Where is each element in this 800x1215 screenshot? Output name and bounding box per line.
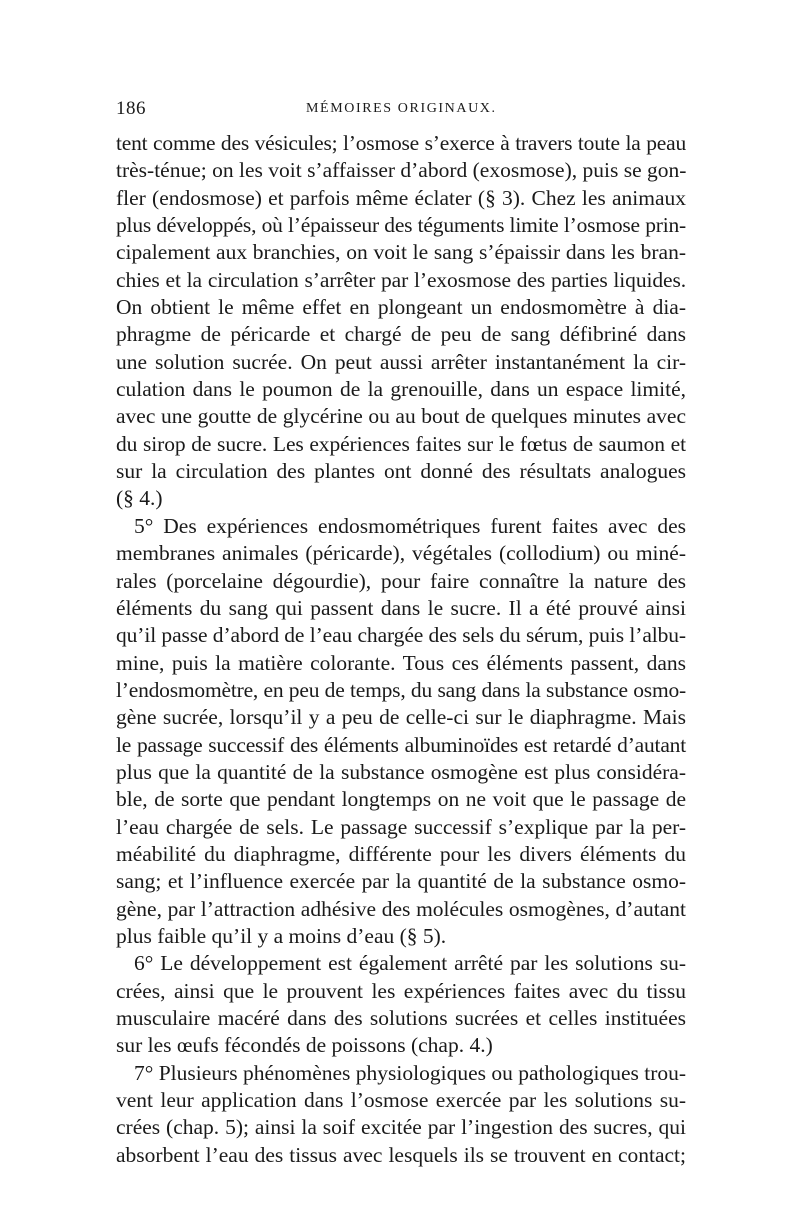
text-line: crées, ainsi que le prouvent les expériences faites avec du tissu	[116, 978, 686, 1003]
page-header	[116, 98, 688, 124]
text-line: très-ténue; on les voit s’affaisser d’abord (exosmose), puis se gon-	[116, 158, 687, 183]
text-line: cipalement aux branchies, on voit le sang s’épaissir dans les bran-	[116, 240, 686, 265]
text-line: 5° Des expériences endosmométriques furent faites avec des	[134, 513, 686, 538]
text-line: 6° Le développement est également arrêté par les solutions su-	[134, 951, 686, 976]
text-line: sur les œufs fécondés de poissons (chap. 4.)	[116, 1033, 493, 1058]
text-line: plus faible qu’il y a moins d’eau (§ 5).	[116, 923, 447, 948]
text-line: vent leur application dans l’osmose exercée par les solutions su-	[116, 1088, 686, 1113]
text-line: qu’il passe d’abord de l’eau chargée des sels du sérum, puis l’albu-	[116, 623, 686, 648]
text-line: éléments du sang qui passent dans le sucre. Il a été prouvé ainsi	[116, 595, 686, 620]
text-line: fler (endosmose) et parfois même éclater (§ 3). Chez les animaux	[116, 185, 686, 210]
text-line: On obtient le même effet en plongeant un endosmomètre à dia-	[116, 295, 686, 320]
text-line: ble, de sorte que pendant longtemps on ne voit que le passage de	[116, 787, 686, 812]
text-line: (§ 4.)	[116, 486, 163, 511]
text-line: l’eau chargée de sels. Le passage successif s’explique par la per-	[116, 814, 686, 839]
text-line: musculaire macéré dans des solutions sucrées et celles instituées	[116, 1006, 686, 1030]
text-line: gène sucrée, lorsqu’il y a peu de celle-ci sur le diaphragme. Mais	[116, 705, 686, 730]
text-line: tent comme des vésicules; l’osmose s’exerce à travers toute la peau	[116, 131, 686, 155]
text-line: gène, par l’attraction adhésive des molécules osmogènes, d’autant	[116, 896, 686, 921]
text-line: sang; et l’influence exercée par la quantité de la substance osmo-	[116, 869, 686, 894]
text-line: sur la circulation des plantes ont donné des résultats analogues	[116, 459, 686, 484]
text-line: plus que la quantité de la substance osmogène est plus considéra-	[116, 759, 686, 784]
text-line: avec une goutte de glycérine ou au bout de quelques minutes avec	[116, 404, 686, 429]
text-line: membranes animales (péricarde), végétales (collodium) ou miné-	[116, 541, 686, 566]
body-text	[116, 130, 686, 1169]
text-line: phragme de péricarde et chargé de peu de sang défibriné dans	[116, 322, 686, 347]
text-line: plus développés, où l’épaisseur des téguments limite l’osmose prin-	[116, 213, 686, 238]
page-number: 186	[116, 98, 146, 119]
text-line: culation dans le poumon de la grenouille, dans un espace limité,	[116, 377, 686, 402]
text-line: le passage successif des éléments albuminoïdes est retardé d’autant	[116, 732, 686, 757]
text-line: rales (porcelaine dégourdie), pour faire connaître la nature des	[116, 568, 686, 593]
text-line: chies et la circulation s’arrêter par l’exosmose des parties liquides.	[116, 267, 686, 292]
text-line: crées (chap. 5); ainsi la soif excitée par l’ingestion des sucres, qui	[116, 1115, 686, 1140]
text-line: 7° Plusieurs phénomènes physiologiques ou pathologiques trou-	[134, 1060, 687, 1085]
text-line: absorbent l’eau des tissus avec lesquels ils se trouvent en contact;	[116, 1142, 686, 1167]
text-line: l’endosmomètre, en peu de temps, du sang dans la substance osmo-	[116, 677, 686, 702]
text-line: méabilité du diaphragme, différente pour les divers éléments du	[116, 841, 686, 866]
running-head: MÉMOIRES ORIGINAUX.	[306, 101, 497, 116]
text-line: du sirop de sucre. Les expériences faites sur le fœtus de saumon et	[116, 431, 686, 456]
text-line: une solution sucrée. On peut aussi arrêter instantanément la cir-	[116, 349, 686, 374]
text-line: mine, puis la matière colorante. Tous ces éléments passent, dans	[116, 650, 686, 675]
